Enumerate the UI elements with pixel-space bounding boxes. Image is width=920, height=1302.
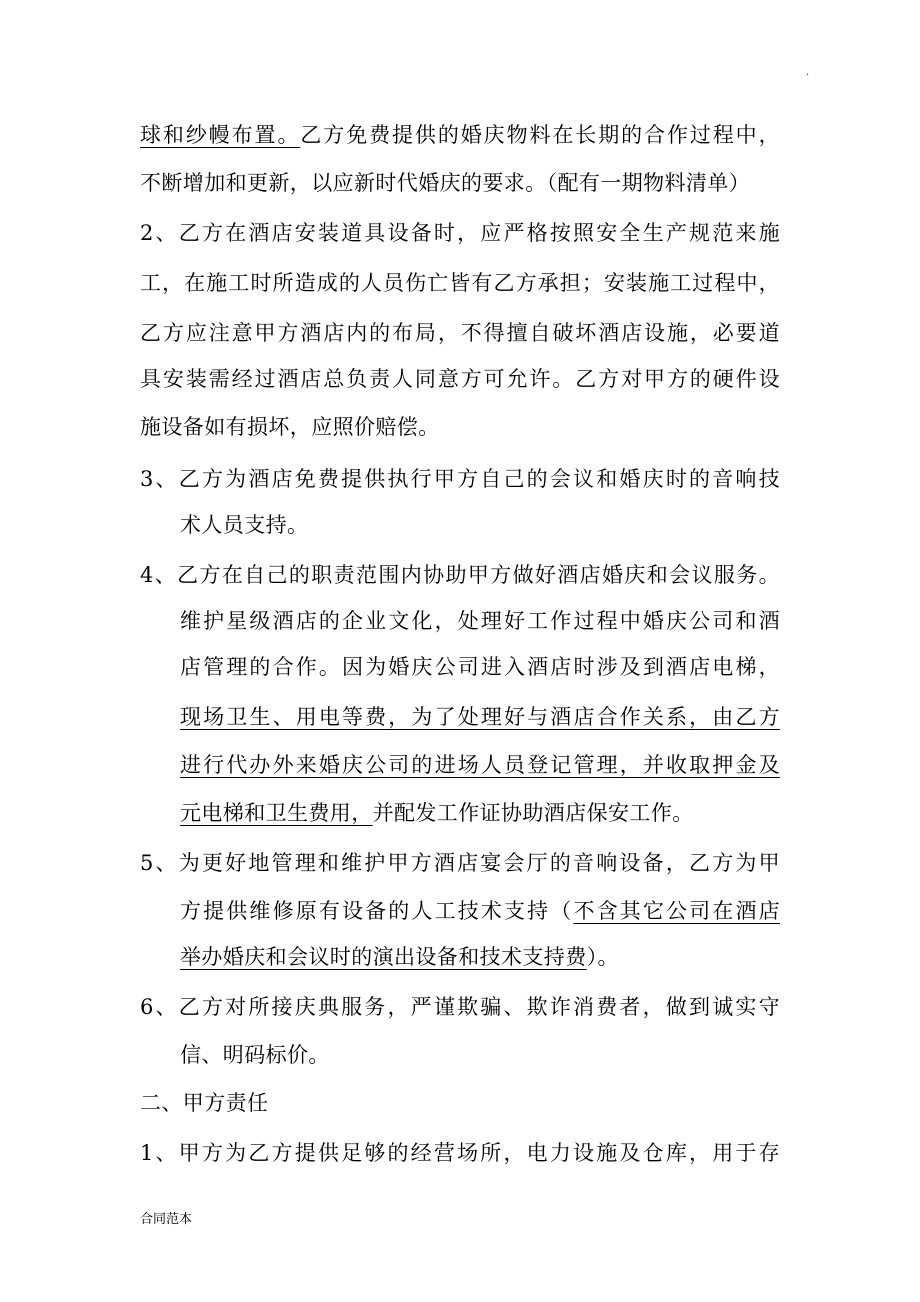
underlined-text: 球和纱幔布置。 [140,123,301,147]
text-line [180,752,780,778]
text-line [140,170,780,196]
underlined-text: 举办婚庆和会议时的演出设备和技术支持费 [180,945,587,969]
text-line [140,994,780,1020]
text-line [180,800,780,826]
text-segment: 并配发工作证协助酒店保安工作。 [372,801,694,825]
text-line [180,898,780,924]
text-line [140,320,780,346]
text-segment: 施设备如有损坏，应照价赔偿。 [140,415,440,439]
text-line [140,122,780,148]
text-segment: 具安装需经过酒店总负责人同意方可允许。乙方对甲方的硬件设 [140,367,780,391]
text-line [140,414,780,440]
text-segment: 不断增加和更新，以应新时代婚庆的要求。（配有一期物料清单） [140,171,751,195]
text-line [140,850,780,876]
corner-mark: · [806,70,810,81]
text-line [140,220,780,246]
footer-label: 合同范本 [140,1212,193,1227]
text-segment: 工，在施工时所造成的人员伤亡皆有乙方承担；安装施工过程中， [140,271,780,295]
text-line [180,512,780,538]
text-line [140,1140,780,1166]
text-segment: 乙方免费提供的婚庆物料在长期的合作过程中， [300,123,780,147]
text-line [180,654,780,680]
text-segment: 3、乙方为酒店免费提供执行甲方自己的会议和婚庆时的音响技 [140,467,780,491]
text-line [140,366,780,392]
text-segment: 1、甲方为乙方提供足够的经营场所，电力设施及仓库，用于存 [140,1141,780,1165]
text-line [180,608,780,634]
text-segment: ）。 [586,945,619,969]
text-line [140,270,780,296]
text-segment: 术人员支持。 [180,513,309,537]
text-segment: 方提供维修原有设备的人工技术支持（ [180,899,574,923]
underlined-text: 进行代办外来婚庆公司的进场人员登记管理，并收取押金及 [180,753,780,777]
text-segment: 乙方应注意甲方酒店内的布局，不得擅自破坏酒店设施，必要道 [140,321,780,345]
text-segment: 6、乙方对所接庆典服务，严谨欺骗、欺诈消费者，做到诚实守 [140,995,780,1019]
text-line [140,562,780,588]
text-segment: 二、甲方责任 [140,1091,269,1115]
text-line [140,1090,780,1116]
text-line [140,466,780,492]
underlined-text: 元电梯和卫生费用， [180,801,373,825]
underlined-text: 现场卫生、用电等费，为了处理好与酒店合作关系，由乙方 [180,705,780,729]
text-segment: 信、明码标价。 [180,1043,330,1067]
text-line [180,944,780,970]
text-segment: 店管理的合作。因为婚庆公司进入酒店时涉及到酒店电梯， [180,655,780,679]
text-segment: 2、乙方在酒店安装道具设备时，应严格按照安全生产规范来施 [140,221,780,245]
underlined-text: 不含其它公司在酒店 [573,899,780,923]
text-segment: 5、为更好地管理和维护甲方酒店宴会厅的音响设备，乙方为甲 [140,851,780,875]
text-line [180,1042,780,1068]
text-segment: 维护星级酒店的企业文化，处理好工作过程中婚庆公司和酒 [180,609,780,633]
text-line [180,704,780,730]
text-segment: 4、乙方在自己的职责范围内协助甲方做好酒店婚庆和会议服务。 [140,563,780,587]
